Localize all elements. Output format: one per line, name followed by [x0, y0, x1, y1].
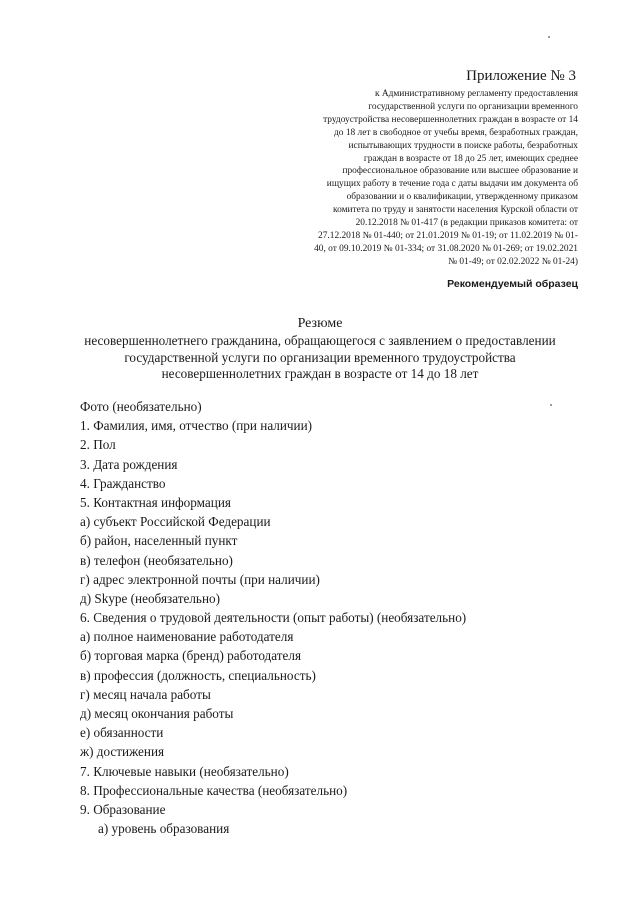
field-contact-info: 5. Контактная информация	[80, 494, 231, 510]
field-employer-name: а) полное наименование работодателя	[80, 629, 294, 645]
subtitle-line: несовершеннолетних граждан в возрасте от 14 до 18 лет	[161, 366, 479, 381]
field-start-month: г) месяц начала работы	[80, 686, 211, 702]
field-skype: д) Skype (необязательно)	[80, 590, 220, 606]
field-education-level: а) уровень образования	[98, 821, 230, 837]
field-citizenship: 4. Гражданство	[80, 475, 166, 491]
annex-line: № 01-49; от 02.02.2022 № 01-24)	[448, 256, 578, 267]
subtitle-line: государственной услуги по организации временного трудоустройства	[124, 349, 516, 365]
annex-line: ищущих работу в течение года с даты выдачи им документа об	[326, 179, 578, 190]
subtitle-line: несовершеннолетнего гражданина, обращающегося с заявлением о предоставлении	[84, 333, 556, 348]
field-locality: б) район, населенный пункт	[80, 533, 238, 549]
annex-title: Приложение № 3	[466, 68, 576, 84]
field-gender: 2. Пол	[80, 437, 116, 453]
annex-reference	[258, 88, 578, 269]
annex-line: комитета по труду и занятости населения Курской области от	[333, 205, 578, 216]
annex-line: 20.12.2018 № 01-417 (в редакции приказов комитета: от	[355, 218, 578, 229]
field-key-skills: 7. Ключевые навыки (необязательно)	[80, 763, 289, 779]
annex-line: до 18 лет в свободное от учебы время, безработных граждан,	[334, 127, 578, 138]
scan-speck	[550, 404, 552, 406]
field-end-month: д) месяц окончания работы	[80, 706, 234, 721]
field-work-experience: 6. Сведения о трудовой деятельности (опыт работы) (необязательно)	[80, 610, 467, 626]
scan-speck	[548, 36, 550, 38]
field-region: а) субъект Российской Федерации	[80, 514, 271, 530]
field-phone: в) телефон (необязательно)	[80, 552, 233, 568]
annex-line: 40, от 09.10.2019 № 01-334; от 31.08.2020 № 01-269; от 19.02.2021	[314, 243, 578, 254]
field-email: г) адрес электронной почты (при наличии)	[80, 571, 320, 587]
annex-line: профессиональное образование или высшее образование и	[342, 166, 578, 177]
annex-line: испытывающих трудности в поиске работы, безработных	[348, 140, 578, 151]
field-duties: е) обязанности	[80, 725, 164, 741]
field-employer-brand: б) торговая марка (бренд) работодателя	[80, 648, 302, 664]
field-full-name: 1. Фамилия, имя, отчество (при наличии)	[80, 418, 313, 434]
annex-line: к Административному регламенту предоставления	[374, 89, 578, 99]
recommended-sample-label: Рекомендуемый образец	[447, 278, 578, 290]
field-education: 9. Образование	[80, 801, 166, 817]
annex-line: государственной услуги по организации временного	[368, 101, 578, 112]
annex-line: трудоустройства несовершеннолетних граждан в возрасте от 14	[323, 114, 578, 125]
field-birth-date: 3. Дата рождения	[80, 456, 178, 472]
document-title: Резюме	[297, 316, 343, 331]
field-achievements: ж) достижения	[80, 744, 165, 760]
field-photo: Фото (необязательно)	[80, 399, 202, 414]
field-profession: в) профессия (должность, специальность)	[80, 667, 316, 683]
field-professional-qualities: 8. Профессиональные качества (необязательно)	[80, 782, 348, 798]
document-subtitle	[40, 333, 600, 383]
annex-line: образовании и о квалификации, утвержденному приказом	[346, 192, 578, 203]
annex-line: граждан в возрасте от 18 до 25 лет, имеющих среднее	[363, 153, 578, 164]
resume-fields-list	[80, 397, 466, 838]
annex-line: 27.12.2018 № 01-440; от 21.01.2019 № 01-19; от 11.02.2019 № 01-	[318, 230, 578, 241]
